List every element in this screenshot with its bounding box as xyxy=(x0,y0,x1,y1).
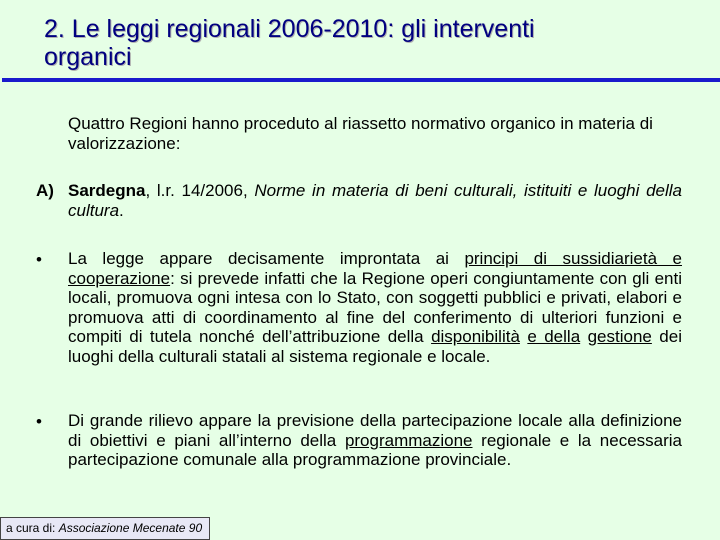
intro-paragraph: Quattro Regioni hanno proceduto al riassetto normativo organico in materia di valorizzazione: xyxy=(68,114,653,153)
item-a-label: A) xyxy=(36,181,54,200)
bullet-1-text-2: : si prevede infatti che la Regione operi congiuntamente con gli enti locali, promuova ogni intesa con lo Stato, con soggetti pubblici e privati, elabori e promuova atti di coordinamento al fine del conferimento di ulteriori funzioni e compiti di tutela nonché dell’attribuzione della xyxy=(68,268,682,346)
footer-credit xyxy=(0,517,210,540)
footer-organization: Associazione Mecenate 90 xyxy=(58,521,203,535)
bullet-1-underline-management: gestione xyxy=(587,327,652,346)
bullet-2-text-2: regionale e la necessaria partecipazione comunale alla programmazione provinciale. xyxy=(68,430,683,469)
item-a-text xyxy=(68,181,682,221)
bullet-1-text-3: dei luoghi della culturali statali al sistema regionale e locale. xyxy=(68,327,682,366)
footer-prefix: a cura di: xyxy=(6,521,59,535)
bullet-1-text-1: La legge appare decisamente improntata ai xyxy=(68,249,465,268)
item-a-law-title: Norme in materia di beni culturali, istituiti e luoghi della cultura xyxy=(68,181,682,220)
slide-title-line1: 2. Le leggi regionali 2006-2010: gli interventi xyxy=(44,15,535,43)
bullet-2-underline-programming: programmazione xyxy=(344,430,473,450)
bullet-1-underline-availability: disponibilità xyxy=(431,327,520,346)
slide-title-line2: organici xyxy=(44,43,132,71)
title-divider xyxy=(2,78,720,82)
bullet-2-text-1: Di grande rilievo appare la previsione della partecipazione locale alla definizione di obiettivi e piani all’interno della xyxy=(68,411,682,450)
bullet-1-space-2 xyxy=(580,327,587,346)
item-a-region: Sardegna xyxy=(68,181,146,200)
item-a-law-number: , l.r. 14/2006, xyxy=(145,181,255,200)
bullet-1-underline-principles: principi di sussidiarietà e cooperazione xyxy=(68,249,682,288)
bullet-2-paragraph xyxy=(68,411,682,470)
bullet-1-paragraph xyxy=(68,249,682,366)
bullet-1-symbol: • xyxy=(36,250,42,269)
slide-title xyxy=(44,15,704,71)
bullet-1-underline-and: e della xyxy=(527,327,581,346)
item-a-period: . xyxy=(119,201,124,220)
bullet-2-symbol: • xyxy=(36,412,42,431)
